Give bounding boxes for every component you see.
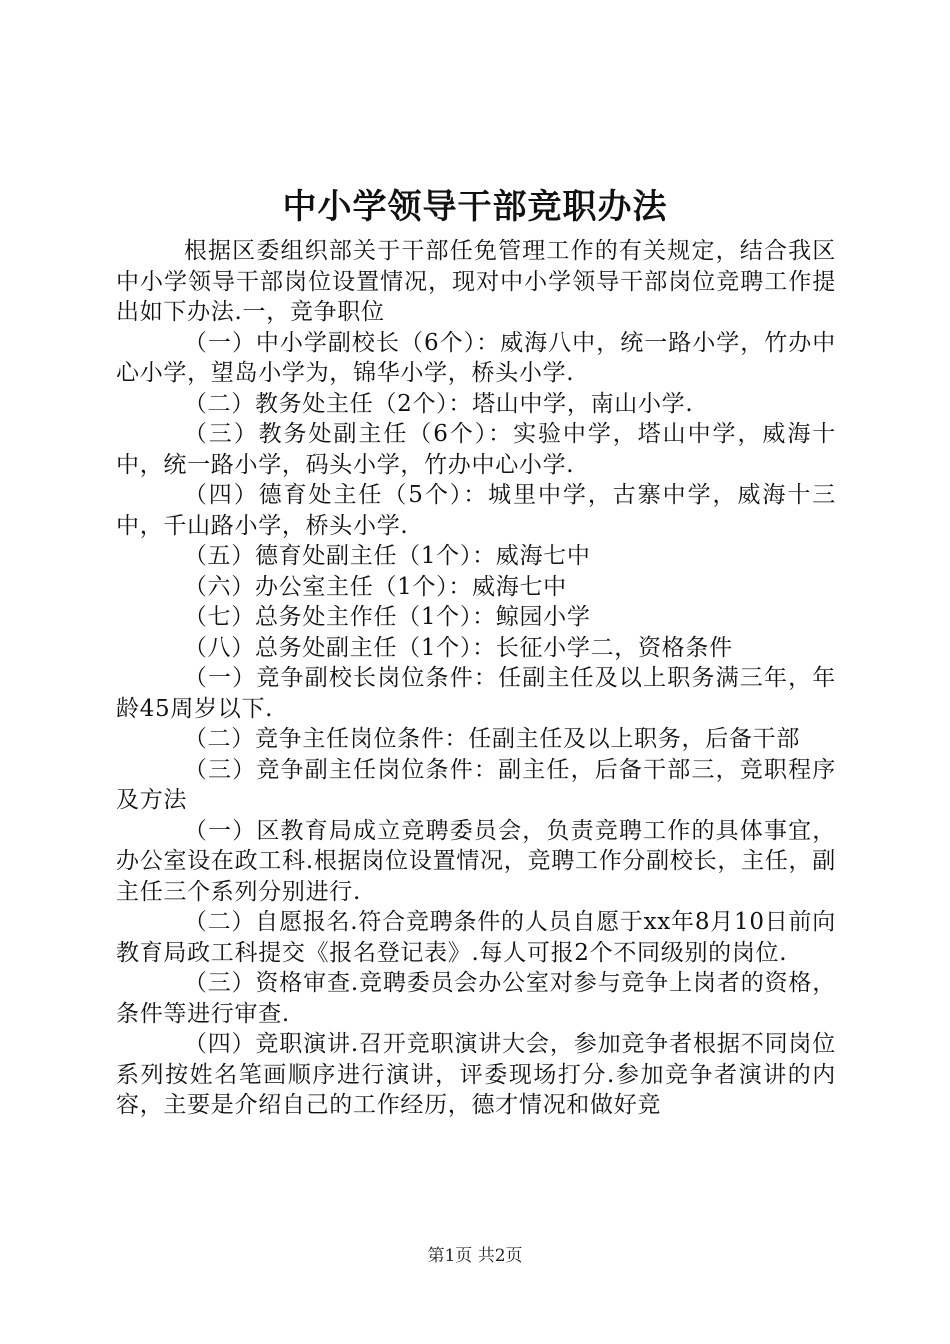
paragraph-position-7: （七）总务处主作任（1个）：鲸园小学 — [183, 604, 591, 630]
page-number-footer: 第1页 共2页 — [427, 1246, 523, 1266]
paragraph-position-5: （五）德育处副主任（1个）：威海七中 — [183, 543, 591, 569]
paragraph-position-1: （一）中小学副校长（6个）：威海八中，统一路小学，竹办中心小学，望岛小学为，锦华小学，桥头小学. — [116, 329, 836, 386]
paragraph-procedure-2: （二）自愿报名.符合竞聘条件的人员自愿于xx年8月10日前向教育局政工科提交《报名登记表》.每人可报2个不同级别的岗位. — [116, 909, 836, 966]
paragraph-procedure-1: （一）区教育局成立竞聘委员会，负责竞聘工作的具体事宜，办公室设在政工科.根据岗位设置情况，竞聘工作分副校长，主任，副主任三个系列分别进行. — [116, 817, 836, 905]
paragraph-procedure-3: （三）资格审查.竞聘委员会办公室对参与竞争上岗者的资格，条件等进行审查. — [116, 970, 836, 1027]
document-body — [116, 236, 836, 1121]
paragraph-position-3: （三）教务处副主任（6个）：实验中学，塔山中学，威海十中，统一路小学，码头小学，竹办中心小学. — [116, 421, 836, 478]
paragraph-condition-1: （一）竞争副校长岗位条件：任副主任及以上职务满三年，年龄45周岁以下. — [116, 665, 836, 722]
paragraph-position-6: （六）办公室主任（1个）：威海七中 — [183, 573, 567, 600]
paragraph-procedure-4: （四）竞职演讲.召开竞职演讲大会，参加竞争者根据不同岗位系列按姓名笔画顺序进行演讲，评委现场打分.参加竞争者演讲的内容，主要是介绍自己的工作经历，德才情况和做好竞 — [116, 1031, 836, 1118]
paragraph-position-8: （八）总务处副主任（1个）：长征小学二，资格条件 — [183, 634, 733, 661]
paragraph-condition-2: （二）竞争主任岗位条件：任副主任及以上职务，后备干部 — [183, 726, 801, 752]
document-title: 中小学领导干部竞职办法 — [282, 187, 668, 227]
paragraph-intro: 根据区委组织部关于干部任免管理工作的有关规定，结合我区中小学领导干部岗位设置情况，现对中小学领导干部岗位竞聘工作提出如下办法.一，竞争职位 — [116, 238, 836, 325]
paragraph-position-4: （四）德育处主任（5个）：城里中学，古寨中学，威海十三中，千山路小学，桥头小学. — [116, 482, 836, 539]
paragraph-position-2: （二）教务处主任（2个）：塔山中学，南山小学. — [183, 390, 694, 417]
paragraph-condition-3: （三）竞争副主任岗位条件：副主任，后备干部三，竞职程序及方法 — [116, 756, 836, 813]
